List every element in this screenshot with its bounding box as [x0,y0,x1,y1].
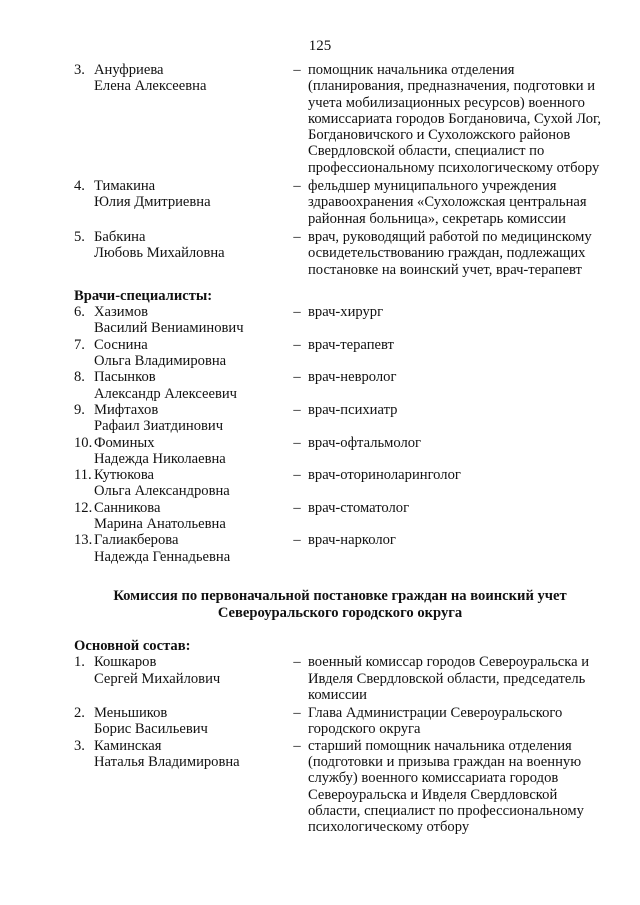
member-given-name: Наталья Владимировна [94,754,240,771]
member-surname: Санникова [94,499,161,516]
specialist-entry [74,369,604,402]
specialist-entry [74,435,604,468]
member-number: 5. [74,228,85,245]
member-role: врач-невролог [308,369,397,386]
member-number: 7. [74,336,85,353]
specialist-entry [74,402,604,435]
member-number: 1. [74,654,85,671]
member-role: фельдшер муниципального учреждения здравоохранения «Сухоложская центральная районная больница», секретарь комиссии [308,178,587,227]
member-given-name: Надежда Геннадьевна [94,548,231,565]
member-number: 13. [74,532,93,549]
member-given-name: Елена Алексеевна [94,78,207,95]
commission-title-line: Североуральского городского округа [217,604,463,621]
member-surname: Тимакина [94,178,156,195]
role-dash: – [293,737,301,754]
role-dash: – [293,62,301,78]
specialist-entry [74,467,604,500]
member-number: 9. [74,401,85,418]
member-name [94,654,288,687]
member-number: 2. [74,705,85,722]
role-dash: – [293,467,301,484]
member-given-name: Ольга Александровна [94,483,230,500]
member-given-name: Александр Алексеевич [94,385,238,402]
role-dash: – [293,178,301,195]
member-given-name: Василий Вениаминович [94,320,244,337]
member-number: 3. [74,62,85,78]
member-number: 11. [74,467,92,484]
member-name [94,705,288,738]
member-surname: Галиакберова [94,532,179,549]
member-role: Глава Администрации Североуральского городского округа [308,705,563,738]
member-number: 10. [74,434,93,451]
member-role: врач-хирург [308,304,384,321]
role-dash: – [293,434,301,451]
member-number: 12. [74,499,93,516]
member-number: 4. [74,178,85,195]
member-surname: Соснина [94,336,148,353]
member-name [94,304,288,337]
member-surname: Кутюкова [94,467,155,484]
member-name [94,738,288,771]
member-role: врач-оториноларинголог [308,467,461,484]
member-role: военный комиссар городов Североуральска и Ивделя Свердловской области, председатель комиссии [308,654,590,703]
member-given-name: Сергей Михайлович [94,670,221,687]
member-name [94,500,288,533]
member-number: 8. [74,369,85,386]
member-surname: Пасынков [94,369,156,386]
role-dash: – [293,705,301,722]
member-role: врач-психиатр [308,401,398,418]
member-list-bottom [74,638,614,836]
member-name [94,369,288,402]
member-list-top [74,62,604,565]
member-given-name: Любовь Михайловна [94,245,225,262]
specialists-list [74,304,604,565]
member-number: 3. [74,737,85,754]
member-name [94,467,288,500]
member-surname: Хазимов [94,304,149,321]
specialist-entry [74,337,604,370]
role-dash: – [293,499,301,516]
role-dash: – [293,369,301,386]
member-name [94,435,288,468]
member-role: врач-офтальмолог [308,434,422,451]
member-role: врач-нарколог [308,532,396,549]
member-name [94,402,288,435]
member-surname: Ануфриева [94,62,164,78]
member-given-name: Борис Васильевич [94,721,208,738]
member-role: помощник начальника отделения (планирования, предназначения, подготовки и учета мобилизационных ресурсов) военного комиссариата городов Богдановича, Сухой Лог, Богдановичского и Сухоложского районов Свердловской области, специалист по профессиональному психологическому отбору [308,62,602,176]
member-entry [74,62,604,176]
member-entry [74,705,614,738]
member-surname: Мифтахов [94,401,159,418]
member-name [94,229,288,262]
page-number: 125 [308,38,332,54]
member-given-name: Ольга Владимировна [94,353,227,370]
member-name [94,62,288,95]
member-entry [74,654,614,703]
member-name [94,532,288,565]
member-given-name: Рафаил Зиатдинович [94,418,224,435]
member-entry [74,229,604,278]
member-role: врач-стоматолог [308,499,410,516]
member-entry [74,738,614,836]
role-dash: – [293,336,301,353]
member-surname: Каминская [94,737,162,754]
specialist-entry [74,304,604,337]
member-name [94,337,288,370]
role-dash: – [293,228,301,245]
role-dash: – [293,401,301,418]
role-dash: – [293,532,301,549]
member-given-name: Надежда Николаевна [94,450,226,467]
member-surname: Кошкаров [94,654,157,671]
member-surname: Меньшиков [94,705,168,722]
member-surname: Бабкина [94,228,146,245]
member-given-name: Юлия Дмитриевна [94,194,211,211]
specialists-heading: Врачи-специалисты: [74,287,213,304]
role-dash: – [293,654,301,671]
role-dash: – [293,304,301,321]
member-given-name: Марина Анатольевна [94,516,226,533]
member-name [94,178,288,211]
specialist-entry [74,500,604,533]
member-role: врач-терапевт [308,336,394,353]
member-role: врач, руководящий работой по медицинскому освидетельствованию граждан, подлежащих постановке на воинский учет, врач-терапевт [308,228,592,278]
member-entry [74,178,604,227]
member-surname: Фоминых [94,434,155,451]
main-composition-heading: Основной состав: [74,638,191,654]
member-role: старший помощник начальника отделения (подготовки и призыва граждан на военную службу) военного комиссариата городов Североуральска и Ивделя Свердловской области, специалист по профессиональному психологическому отбору [308,737,584,836]
commission-title-line: Комиссия по первоначальной постановке граждан на воинский учет [113,588,567,604]
specialist-entry [74,532,604,565]
commission-title [60,588,620,621]
member-number: 6. [74,304,85,321]
